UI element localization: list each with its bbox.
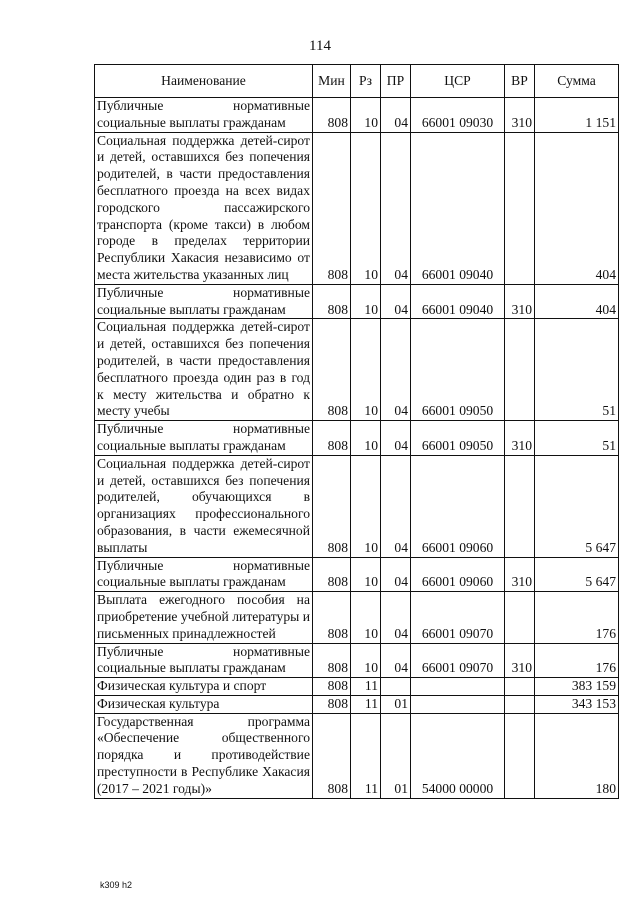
table-row [95,678,619,696]
cell-name: Социальная поддержка детей-сирот и детей, оставшихся без попечения родителей, обучающихся в организациях профессионального образования, в части ежемесячной выплаты [95,455,313,557]
cell-min: 808 [313,284,351,319]
cell-sum: 383 159 [535,678,619,696]
cell-vr [505,713,535,798]
cell-pr: 01 [381,713,411,798]
table-row [95,592,619,643]
table-header-row [95,65,619,98]
cell-csr: 66001 09050 [411,421,505,456]
cell-name: Физическая культура [95,695,313,713]
cell-rz: 10 [351,284,381,319]
header-rz: Рз [351,65,381,98]
cell-vr: 310 [505,557,535,592]
cell-min: 808 [313,678,351,696]
cell-pr: 04 [381,132,411,284]
table-row [95,421,619,456]
cell-sum: 180 [535,713,619,798]
header-pr: ПР [381,65,411,98]
cell-pr: 04 [381,557,411,592]
cell-sum: 176 [535,643,619,678]
cell-pr: 04 [381,98,411,133]
cell-min: 808 [313,421,351,456]
cell-csr [411,678,505,696]
cell-name: Государственная программа «Обеспечение общественного порядка и противодействие преступности в Республике Хакасия (2017 – 2021 годы)» [95,713,313,798]
cell-sum: 404 [535,284,619,319]
cell-vr [505,455,535,557]
budget-table [94,64,619,799]
cell-sum: 343 153 [535,695,619,713]
cell-csr: 66001 09050 [411,319,505,421]
cell-min: 808 [313,455,351,557]
cell-rz: 10 [351,643,381,678]
table-row [95,695,619,713]
cell-pr: 04 [381,319,411,421]
cell-rz: 10 [351,319,381,421]
cell-csr: 66001 09070 [411,592,505,643]
cell-vr [505,678,535,696]
cell-name: Публичные нормативные социальные выплаты гражданам [95,421,313,456]
cell-sum: 176 [535,592,619,643]
cell-sum: 51 [535,421,619,456]
cell-rz: 11 [351,713,381,798]
cell-csr: 66001 09040 [411,132,505,284]
cell-name: Публичные нормативные социальные выплаты гражданам [95,643,313,678]
cell-rz: 11 [351,695,381,713]
table-row [95,713,619,798]
header-csr: ЦСР [411,65,505,98]
cell-sum: 404 [535,132,619,284]
cell-sum: 5 647 [535,557,619,592]
cell-rz: 10 [351,98,381,133]
header-sum: Сумма [535,65,619,98]
cell-csr: 54000 00000 [411,713,505,798]
cell-csr: 66001 09030 [411,98,505,133]
cell-rz: 11 [351,678,381,696]
cell-min: 808 [313,592,351,643]
cell-min: 808 [313,98,351,133]
table-row [95,319,619,421]
cell-min: 808 [313,132,351,284]
cell-name: Выплата ежегодного пособия на приобретение учебной литературы и письменных принадлежностей [95,592,313,643]
cell-pr [381,678,411,696]
cell-pr: 04 [381,455,411,557]
cell-rz: 10 [351,557,381,592]
cell-name: Социальная поддержка детей-сирот и детей, оставшихся без попечения родителей, в части предоставления бесплатного проезда один раз в год к месту жительства и обратно к месту учебы [95,319,313,421]
cell-min: 808 [313,695,351,713]
cell-sum: 51 [535,319,619,421]
cell-min: 808 [313,319,351,421]
header-vr: ВР [505,65,535,98]
cell-vr [505,319,535,421]
cell-vr: 310 [505,98,535,133]
cell-csr: 66001 09070 [411,643,505,678]
table-row [95,455,619,557]
cell-pr: 04 [381,284,411,319]
cell-rz: 10 [351,132,381,284]
table-row [95,132,619,284]
cell-name: Публичные нормативные социальные выплаты гражданам [95,557,313,592]
table-row [95,557,619,592]
table-row [95,284,619,319]
cell-rz: 10 [351,592,381,643]
cell-pr: 04 [381,421,411,456]
table-row [95,643,619,678]
footer-code: k309 h2 [100,880,133,890]
cell-name: Публичные нормативные социальные выплаты гражданам [95,284,313,319]
cell-name: Публичные нормативные социальные выплаты гражданам [95,98,313,133]
cell-csr: 66001 09060 [411,455,505,557]
cell-csr: 66001 09040 [411,284,505,319]
page-number: 114 [309,38,331,54]
cell-min: 808 [313,557,351,592]
cell-vr: 310 [505,643,535,678]
cell-csr [411,695,505,713]
cell-vr: 310 [505,284,535,319]
cell-pr: 04 [381,643,411,678]
cell-vr [505,592,535,643]
cell-rz: 10 [351,455,381,557]
table-row [95,98,619,133]
header-name: Наименование [95,65,313,98]
cell-csr: 66001 09060 [411,557,505,592]
cell-sum: 5 647 [535,455,619,557]
cell-pr: 01 [381,695,411,713]
cell-name: Физическая культура и спорт [95,678,313,696]
cell-sum: 1 151 [535,98,619,133]
header-min: Мин [313,65,351,98]
cell-vr: 310 [505,421,535,456]
cell-pr: 04 [381,592,411,643]
cell-min: 808 [313,713,351,798]
cell-name: Социальная поддержка детей-сирот и детей, оставшихся без попечения родителей, в части предоставления бесплатного проезда на всех видах городского пассажирского транспорта (кроме такси) в любом городе в пределах территории Республики Хакасия независимо от места жительства указанных лиц [95,132,313,284]
cell-rz: 10 [351,421,381,456]
cell-vr [505,695,535,713]
cell-min: 808 [313,643,351,678]
cell-vr [505,132,535,284]
